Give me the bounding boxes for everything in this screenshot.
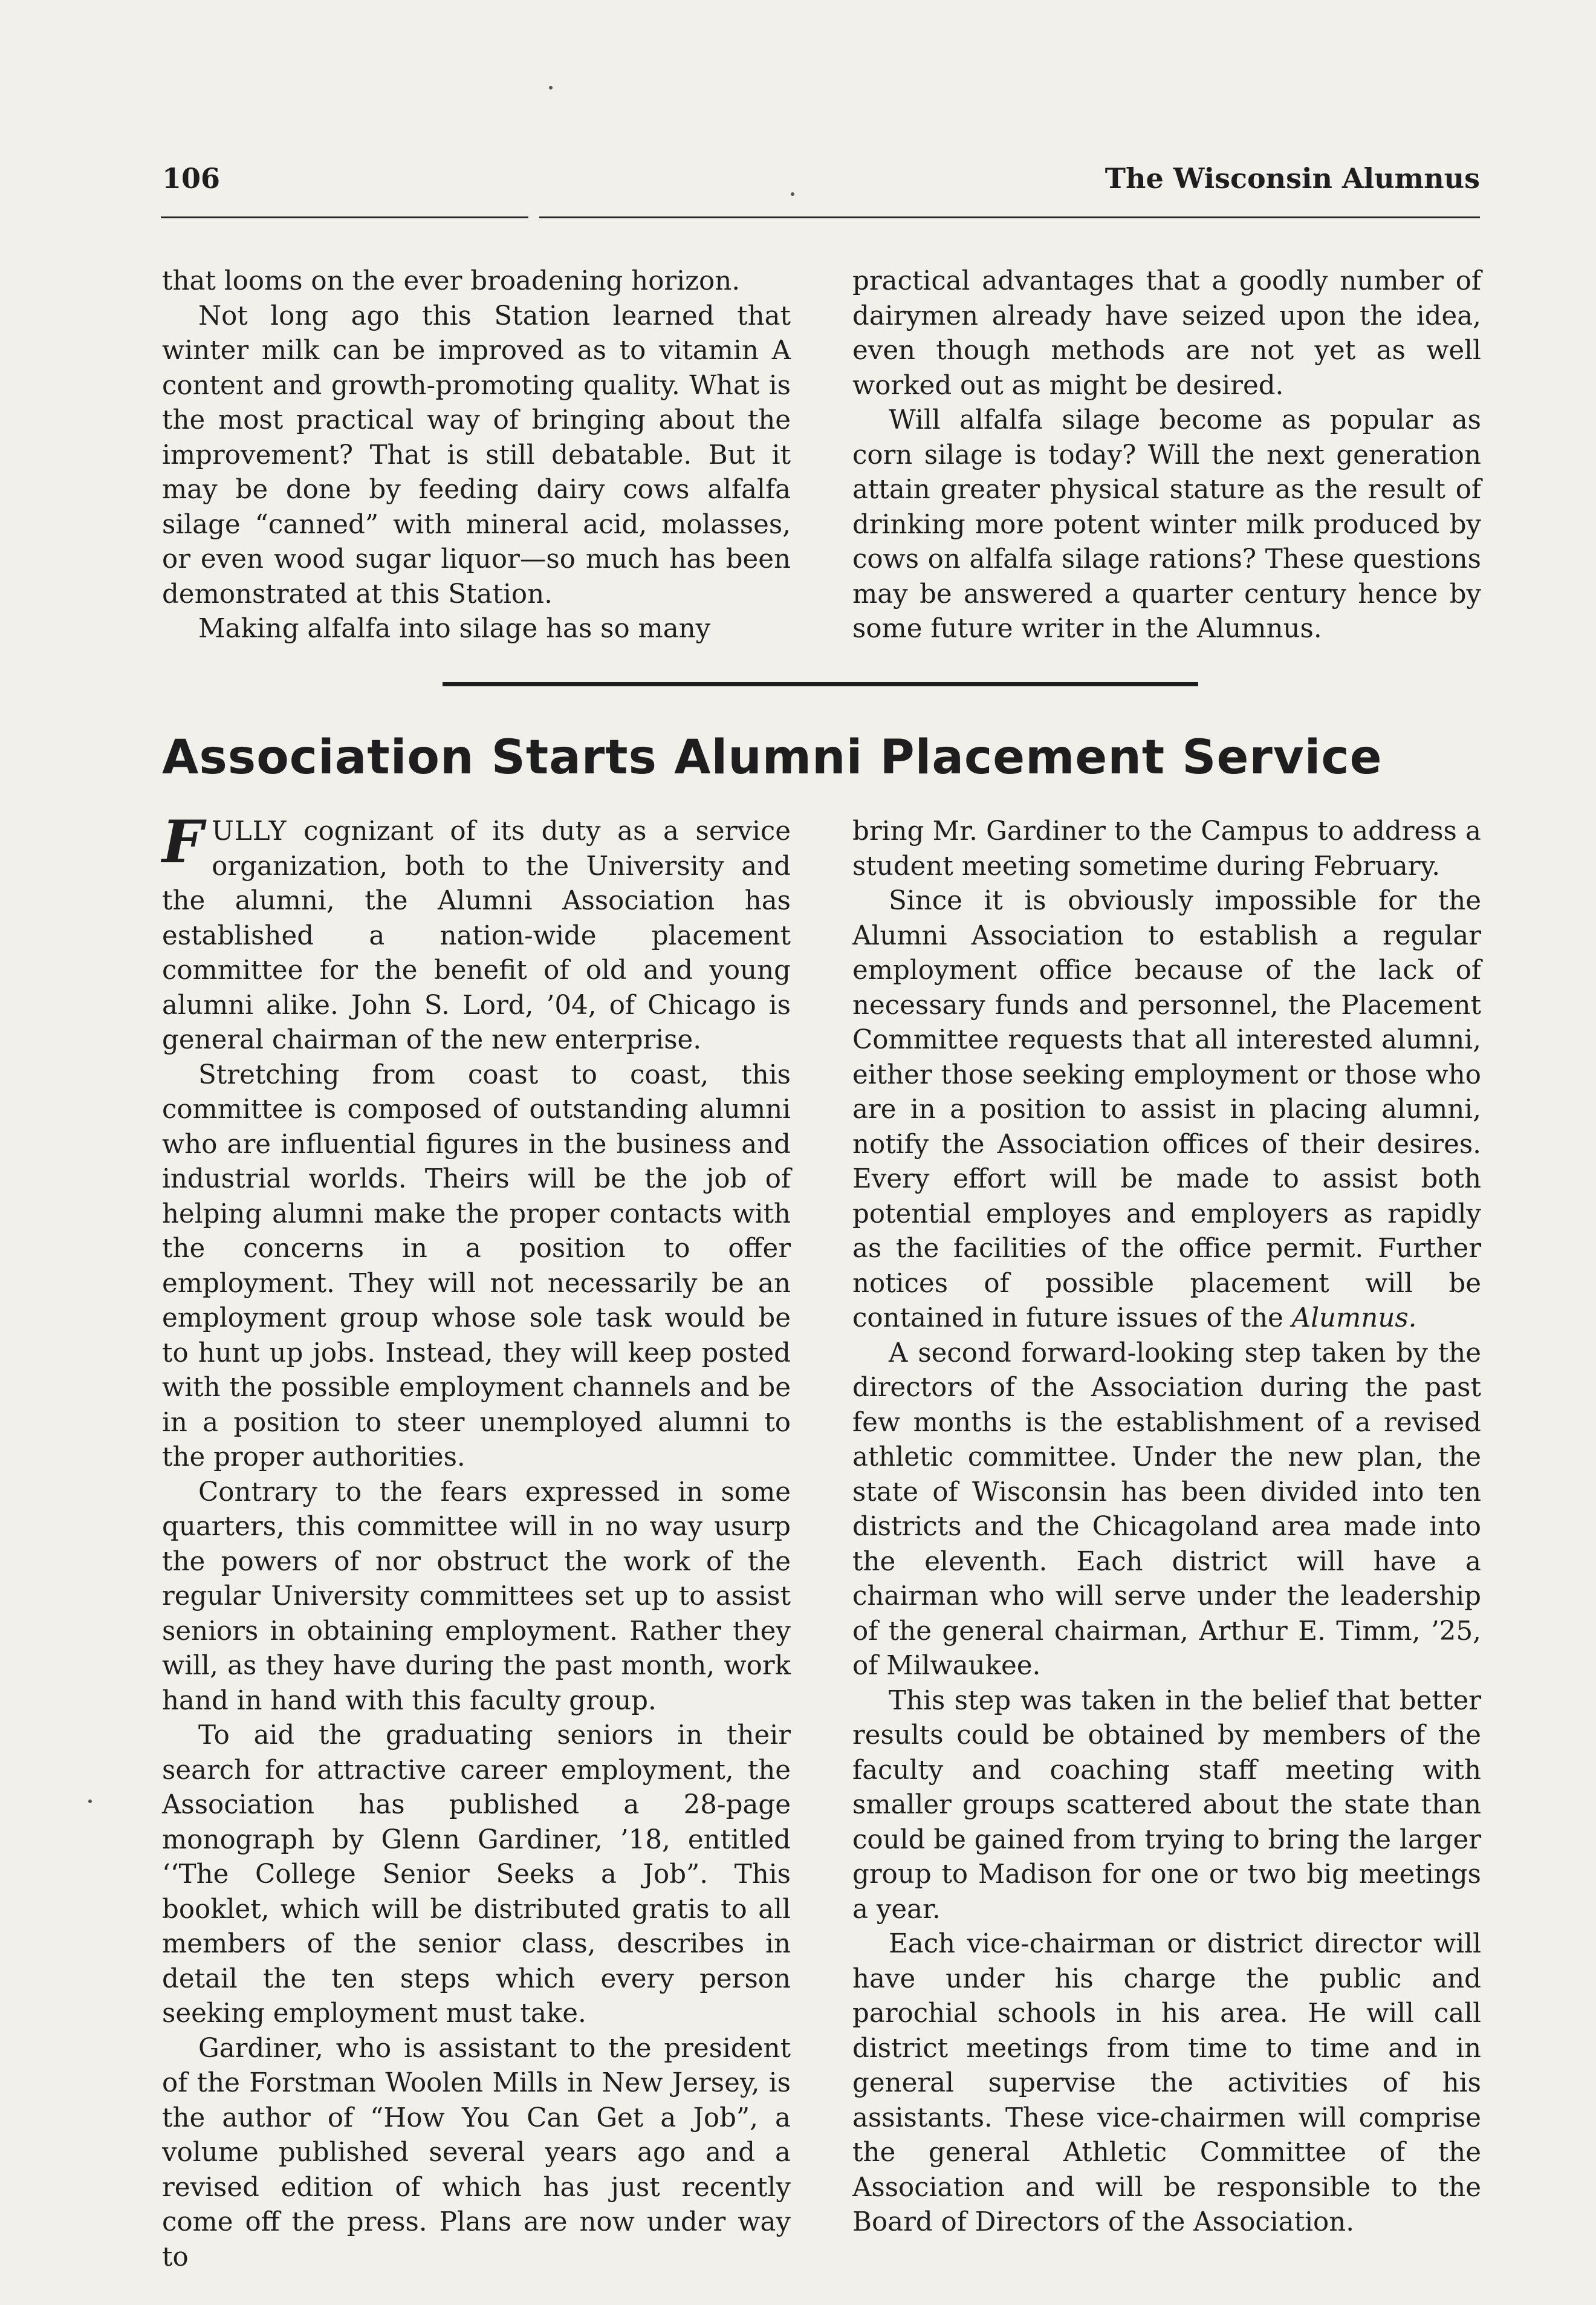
article-left-column	[162, 808, 791, 2275]
paragraph: bring Mr. Gardiner to the Campus to address a student meeting sometime during February.	[852, 816, 1481, 882]
header-rule-right	[539, 216, 1480, 218]
paragraph	[852, 884, 1481, 1336]
italic-publication-name: Alumnus.	[1291, 1303, 1417, 1333]
paragraph: Gardiner, who is assistant to the president of the Forstman Woolen Mills in New Jersey, is the author of “How You Can Get a Job”, a volume published several years ago and a revised edition of which has just recently come off the press. Plans are now under way to	[162, 2033, 791, 2272]
scan-speck	[791, 192, 794, 196]
lead-small-caps: ULLY	[212, 816, 287, 847]
paragraph: A second forward-looking step taken by the directors of the Association during the past few months is the establishment of a revised athletic committee. Under the new plan, the state of Wisconsin has been divided into ten districts and the Chicagoland area made into the eleventh. Each district will have a chairman who will serve under the leadership of the general chairman, Arthur E. Timm, ’25, of Milwaukee.	[852, 1338, 1481, 1681]
paragraph: Not long ago this Station learned that winter milk can be improved as to vitamin A content and growth-promoting quality. What is the most practical way of bringing about the improvement? That is still debatable. But it may be done by feeding dairy cows alfalfa silage “canned” with mineral acid, molasses, or even wood sugar liquor—so much has been demonstrated at this Station.	[162, 301, 791, 610]
paragraph: Each vice-chairman or district director will have under his charge the public and parochial schools in his area. He will call district meetings from time to time and in general supervise the activities of his assistants. These vice-chairmen will comprise the general Athletic Committee of the Association and will be responsible to the Board of Directors of the Association.	[852, 1929, 1481, 2237]
paragraph-text: Since it is obviously impossible for the Alumni Association to establish a regular employment office because of the lack of necessary funds and personnel, the Placement Committee requests that all interested alumni, either those seeking employment or those who are in a position to assist in placing alumni, notify the Association offices of their desires. Every effort will be made to assist both potential employes and employers as rapidly as the facilities of the office permit. Further notices of possible placement will be contained in future issues of the	[852, 886, 1481, 1333]
header-rule-left	[161, 216, 528, 218]
paragraph: Will alfalfa silage become as popular as corn silage is today? Will the next generation attain greater physical stature as the result of drinking more potent winter milk produced by cows on alfalfa silage rations? These questions may be answered a quarter century hence by some future writer in the Alumnus.	[852, 405, 1481, 644]
paragraph: To aid the graduating seniors in their search for attractive career employment, the Association has published a 28-page monograph by Glenn Gardiner, ’18, entitled ‘‘The College Senior Seeks a Job”. This booklet, which will be distributed gratis to all members of the senior class, describes in detail the ten steps which every person seeking employment must take.	[162, 1720, 791, 2029]
paragraph: Contrary to the fears expressed in some quarters, this committee will in no way usurp the powers of nor obstruct the work of the regular University committees set up to assist seniors in obtaining employment. Rather they will, as they have during the past month, work hand in hand with this faculty group.	[162, 1477, 791, 1716]
lead-paragraph	[162, 808, 791, 1058]
journal-title: The Wisconsin Alumnus	[1105, 162, 1480, 195]
paragraph: that looms on the ever broadening horizon.	[162, 266, 741, 296]
paragraph: Stretching from coast to coast, this committee is composed of outstanding alumni who are influential figures in the business and industrial worlds. Theirs will be the job of helping alumni make the proper contacts with the concerns in a position to offer employment. They will not necessarily be an employment group whose sole task would be to hunt up jobs. Instead, they will keep posted with the possible employment channels and be in a position to steer unemployed alumni to the proper authorities.	[162, 1059, 791, 1472]
paragraph: practical advantages that a goodly number of dairymen already have seized upon the idea, even though methods are not yet as well worked out as might be desired.	[852, 266, 1481, 401]
article-title: Association Starts Alumni Placement Service	[162, 730, 1383, 785]
continued-article-right-column	[852, 264, 1481, 647]
continued-article-left-column	[162, 264, 791, 647]
paragraph: Making alfalfa into silage has so many	[198, 614, 711, 644]
page-number: 106	[162, 162, 221, 195]
article-right-column	[852, 814, 1481, 2240]
paragraph: This step was taken in the belief that better results could be obtained by members of the faculty and coaching staff meeting with smaller groups scattered about the state than could be gained from trying to bring the larger group to Madison for one or two big meetings a year.	[852, 1685, 1481, 1925]
section-separator-rule	[443, 682, 1198, 686]
scan-speck	[88, 1799, 92, 1803]
lead-text: cognizant of its duty as a service organization, both to the University and the alumni, the Alumni Association has established a nation-wide placement committee for the benefit of old and young alumni alike. John S. Lord, ’04, of Chicago is general chairman of the new enterprise.	[162, 816, 791, 1055]
scan-speck	[549, 86, 553, 89]
running-header	[162, 162, 1480, 204]
drop-cap: F	[162, 808, 204, 876]
